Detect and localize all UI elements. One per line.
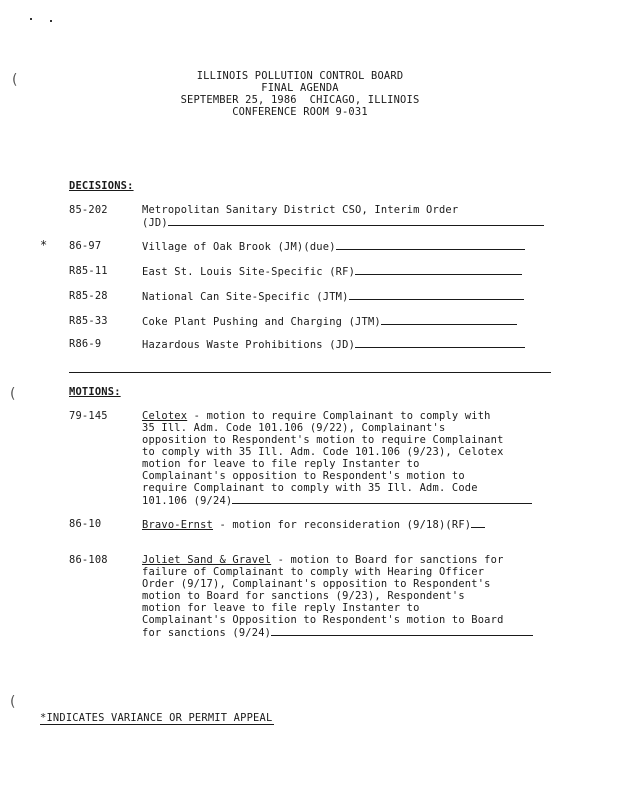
motion-description — [142, 554, 550, 639]
punch-hole-mark: ( — [12, 72, 18, 88]
decision-text: Hazardous Waste Prohibitions (JD) — [142, 339, 356, 351]
motions-heading: MOTIONS: — [69, 386, 121, 398]
motion-text: 101.106 (9/24) — [142, 495, 233, 507]
docket-number: 79-145 — [69, 410, 108, 422]
decision-description — [142, 265, 550, 278]
docket-number: 85-202 — [69, 204, 108, 216]
decision-description — [142, 315, 550, 328]
docket-number: R85-28 — [69, 290, 108, 302]
motion-party: Bravo-Ernst — [142, 519, 214, 531]
motion-text: motion for leave to file reply Instanter to — [142, 602, 420, 614]
docket-number: R86-9 — [69, 338, 102, 350]
docket-number: 86-97 — [69, 240, 102, 252]
decision-text-cont: (JD) — [142, 217, 168, 229]
board-name: ILLINOIS POLLUTION CONTROL BOARD — [196, 70, 404, 82]
decision-description — [142, 204, 550, 229]
punch-hole-mark: ( — [10, 694, 16, 710]
agenda-title: FINAL AGENDA — [261, 82, 339, 94]
motion-text: require Complainant to comply with 35 Ill. Adm. Code — [142, 482, 478, 494]
motion-text: motion for leave to file reply Instanter to — [142, 458, 420, 470]
blank-line — [168, 216, 544, 226]
section-divider — [69, 372, 551, 373]
blank-line — [232, 494, 532, 504]
docket-number: R85-11 — [69, 265, 108, 277]
motion-party: Celotex — [142, 410, 188, 422]
motion-text: opposition to Respondent's motion to require Complainant — [142, 434, 504, 446]
decision-text: Village of Oak Brook (JM)(due) — [142, 241, 336, 253]
motion-text: 35 Ill. Adm. Code 101.106 (9/22), Complainant's — [142, 422, 446, 434]
motion-text: failure of Complainant to comply with Hearing Officer — [142, 566, 485, 578]
footer-note: *INDICATES VARIANCE OR PERMIT APPEAL — [40, 712, 273, 724]
motion-description — [142, 410, 550, 507]
blank-line — [355, 338, 525, 348]
motion-text: for sanctions (9/24) — [142, 627, 272, 639]
motion-party: Joliet Sand & Gravel — [142, 554, 272, 566]
punch-hole-mark: ( — [10, 386, 16, 402]
motion-text: Order (9/17), Complainant's opposition to Respondent's — [142, 578, 491, 590]
decision-description — [142, 290, 550, 303]
blank-line — [471, 518, 485, 528]
motion-text: Complainant's opposition to Respondent's motion to — [142, 470, 465, 482]
decision-description — [142, 240, 550, 253]
conference-room: CONFERENCE ROOM 9-031 — [232, 106, 368, 118]
decision-text: Metropolitan Sanitary District CSO, Interim Order — [142, 204, 459, 216]
decision-text: East St. Louis Site-Specific (RF) — [142, 266, 356, 278]
blank-line — [271, 626, 533, 636]
motion-text: - motion to require Complainant to comply with — [187, 410, 491, 422]
docket-number: 86-108 — [69, 554, 108, 566]
decision-description — [142, 338, 550, 351]
meeting-date-location: SEPTEMBER 25, 1986 CHICAGO, ILLINOIS — [180, 94, 420, 106]
scan-speck — [30, 18, 32, 20]
decision-text: National Can Site-Specific (JTM) — [142, 291, 349, 303]
agenda-header — [100, 70, 500, 118]
motion-text: - motion for reconsideration (9/18)(RF) — [213, 519, 472, 531]
decision-text: Coke Plant Pushing and Charging (JTM) — [142, 316, 381, 328]
motion-text: - motion to Board for sanctions for — [271, 554, 504, 566]
motion-text: to comply with 35 Ill. Adm. Code 101.106 (9/23), Celotex — [142, 446, 504, 458]
blank-line — [355, 265, 522, 275]
blank-line — [381, 315, 517, 325]
motion-text: Complainant's Opposition to Respondent's motion to Board — [142, 614, 504, 626]
docket-number: 86-10 — [69, 518, 102, 530]
blank-line — [349, 290, 524, 300]
decisions-heading: DECISIONS: — [69, 180, 134, 192]
variance-asterisk: * — [40, 238, 48, 252]
scan-speck — [50, 20, 52, 22]
docket-number: R85-33 — [69, 315, 108, 327]
motion-text: motion to Board for sanctions (9/23), Respondent's — [142, 590, 465, 602]
motion-description — [142, 518, 550, 531]
blank-line — [336, 240, 525, 250]
